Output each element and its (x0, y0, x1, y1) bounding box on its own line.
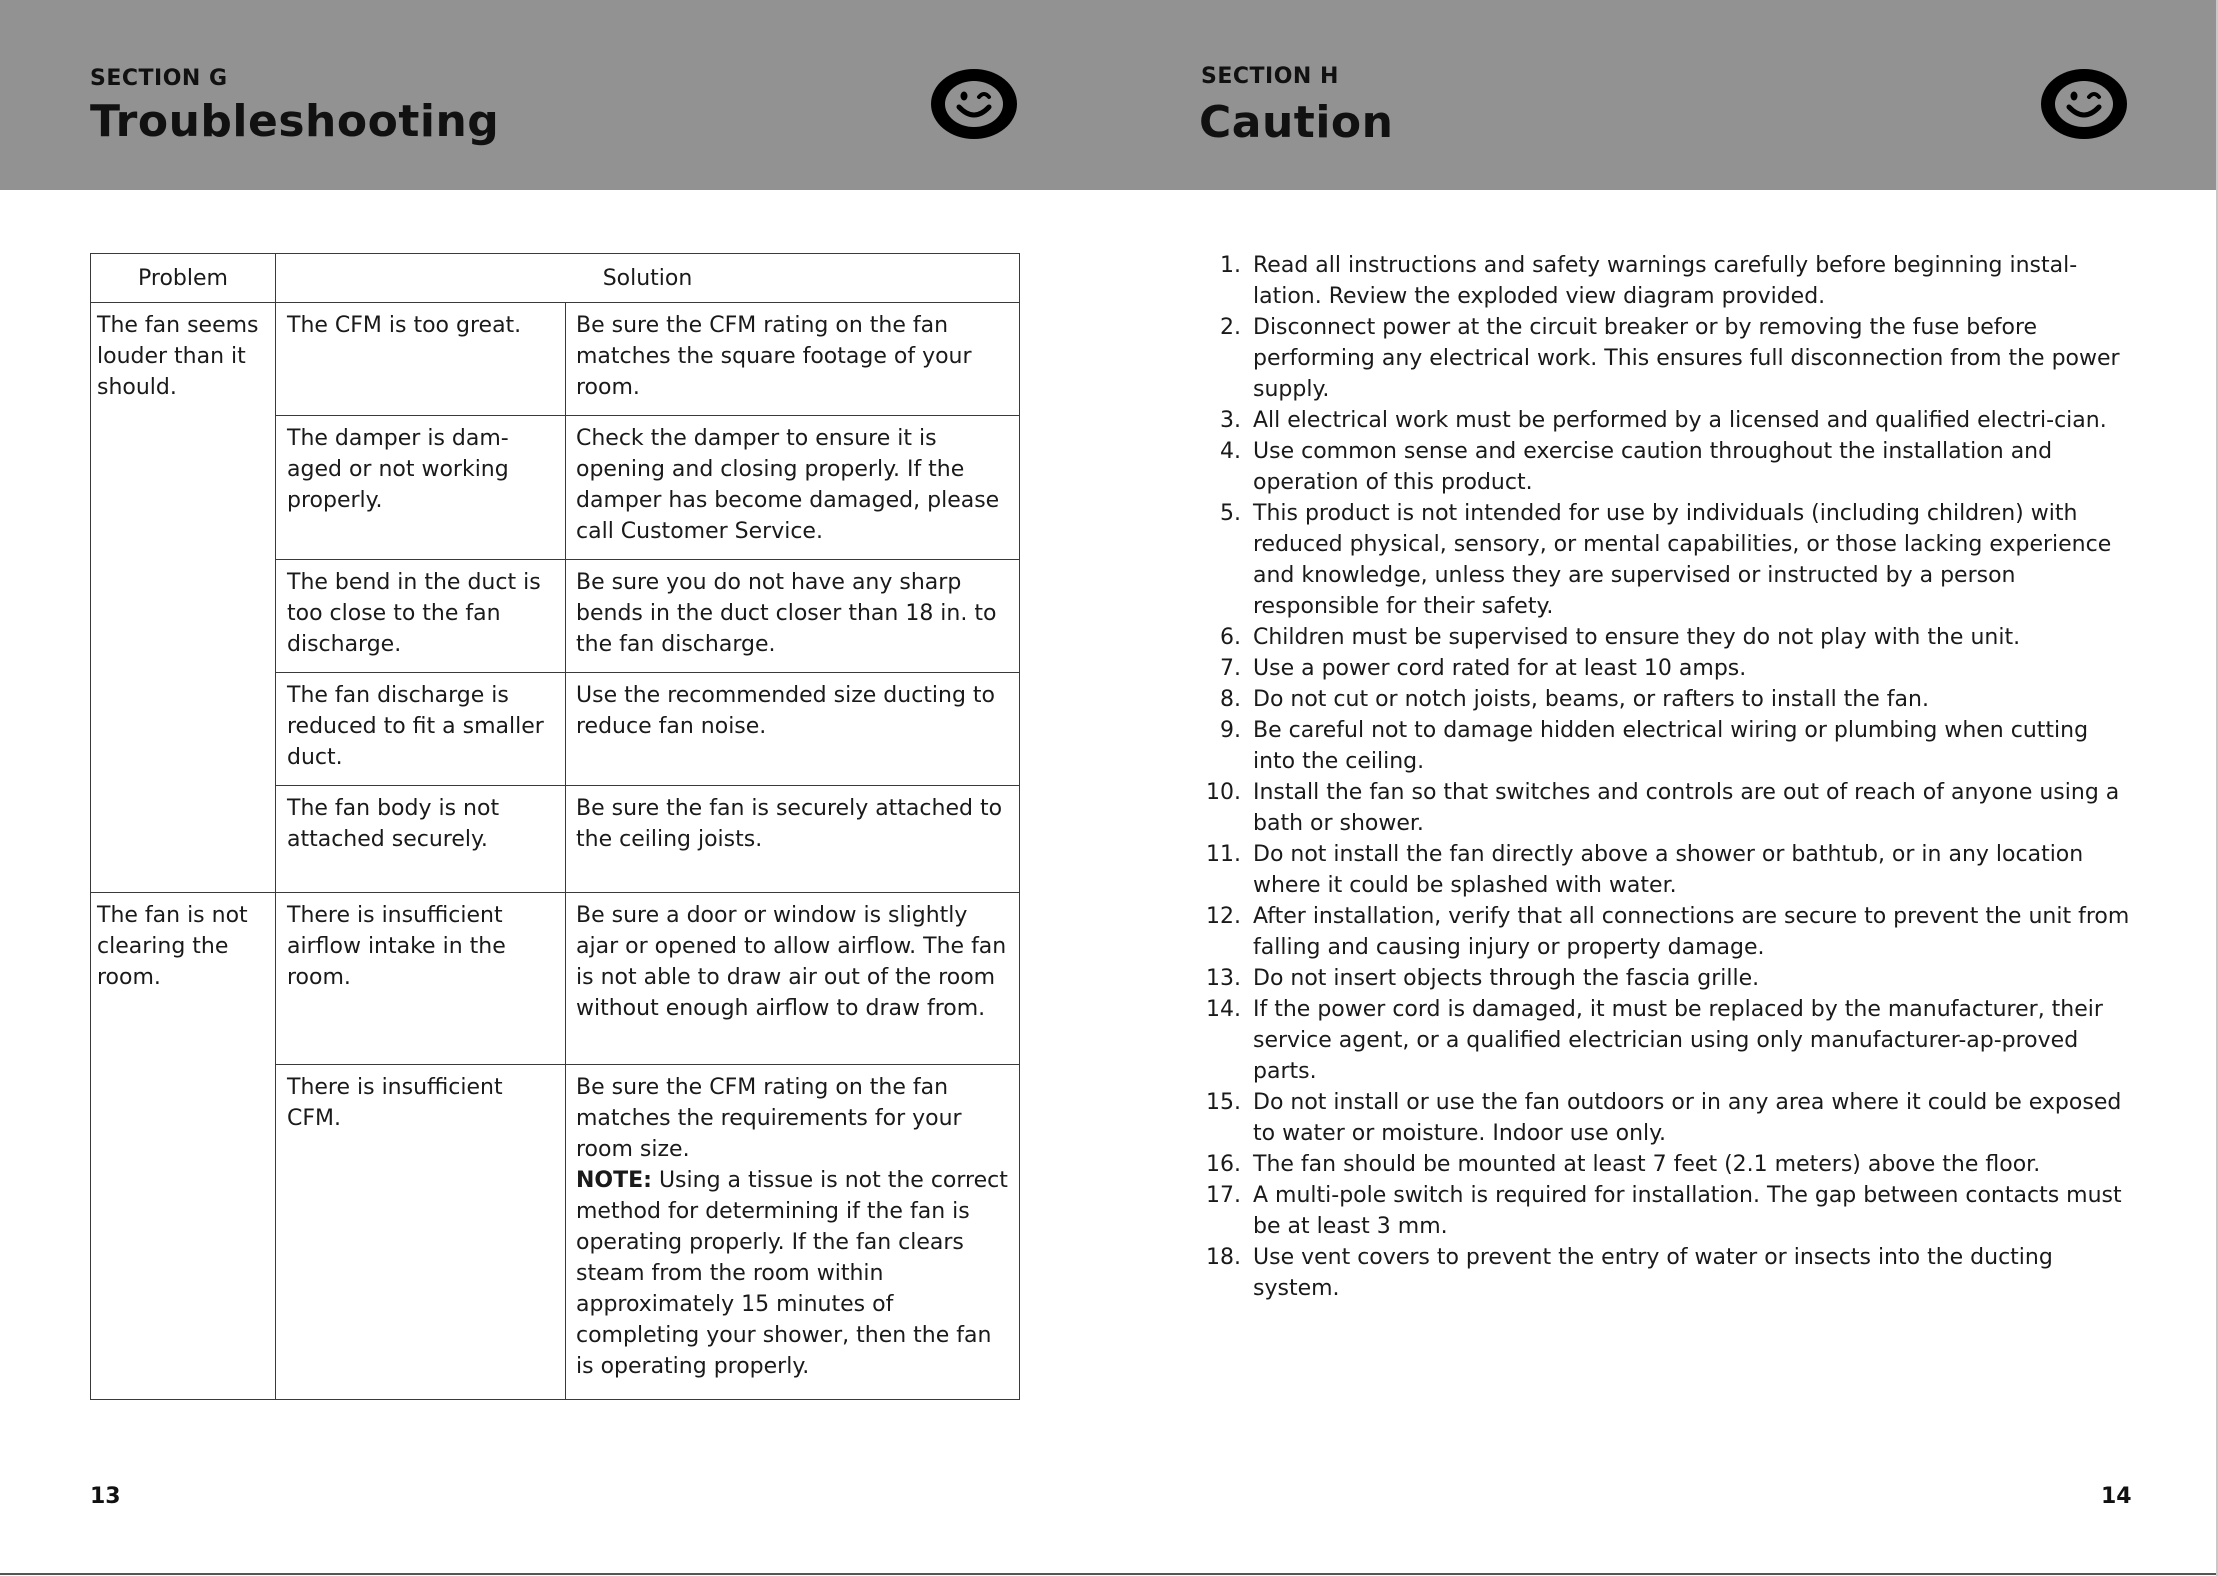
list-item-text: This product is not intended for use by individuals (including children) with reduced physical, sensory, or mental capabilities, or those lacking experience and knowledge, unless they are supervised or instructed by a person responsible for their safety. (1253, 501, 2112, 619)
list-item-number: 15. (1206, 1090, 1241, 1115)
solution-cell: Be sure the fan is securely attached to the ceiling joists. (566, 786, 1020, 893)
list-item-number: 5. (1220, 501, 1241, 526)
page-number-right: 14 (2101, 1484, 2132, 1509)
list-item-text: Use a power cord rated for at least 10 amps. (1253, 656, 1747, 681)
list-item (1195, 901, 2135, 963)
list-item (1195, 405, 2135, 436)
list-item (1195, 963, 2135, 994)
list-item-number: 9. (1220, 718, 1241, 743)
list-item-text: Use common sense and exercise caution throughout the installation and operation of this product. (1253, 439, 2053, 495)
list-item (1195, 653, 2135, 684)
list-item (1195, 622, 2135, 653)
section-title-left: Troubleshooting (90, 96, 500, 147)
list-item (1195, 715, 2135, 777)
bottom-rule (0, 1573, 2218, 1575)
cause-cell: The fan discharge is reduced to fit a smaller duct. (276, 673, 566, 786)
list-item-number: 10. (1206, 780, 1241, 805)
list-item (1195, 436, 2135, 498)
cause-cell: There is insufficient airflow intake in the room. (276, 893, 566, 1065)
solution-cell: Use the recommended size ducting to reduce fan noise. (566, 673, 1020, 786)
list-item-number: 8. (1220, 687, 1241, 712)
header-band (0, 0, 2218, 190)
list-item-text: Do not cut or notch joists, beams, or rafters to install the fan. (1253, 687, 1929, 712)
header-problem: Problem (91, 254, 276, 303)
header-solution: Solution (276, 254, 1020, 303)
section-label-left: SECTION G (90, 66, 228, 91)
list-item-text: Use vent covers to prevent the entry of water or insects into the ducting system. (1253, 1245, 2053, 1301)
smiley-wink-icon (2039, 67, 2129, 141)
list-item-number: 3. (1220, 408, 1241, 433)
list-item-number: 11. (1206, 842, 1241, 867)
list-item-number: 1. (1220, 253, 1241, 278)
list-item-number: 2. (1220, 315, 1241, 340)
list-item (1195, 250, 2135, 312)
table-row (91, 893, 1020, 1065)
list-item-text: Do not insert objects through the fascia grille. (1253, 966, 1760, 991)
note-label: NOTE: (576, 1168, 652, 1193)
list-item (1195, 1180, 2135, 1242)
list-item-number: 7. (1220, 656, 1241, 681)
list-item (1195, 312, 2135, 405)
cause-cell: The fan body is not attached securely. (276, 786, 566, 893)
list-item-number: 14. (1206, 997, 1241, 1022)
page-number-left: 13 (90, 1484, 121, 1509)
list-item (1195, 1149, 2135, 1180)
list-item-text: Do not install the fan directly above a shower or bathtub, or in any location where it could be splashed with water. (1253, 842, 2084, 898)
list-item-number: 18. (1206, 1245, 1241, 1270)
cause-cell: There is insufficient CFM. (276, 1065, 566, 1400)
list-item-text: Children must be supervised to ensure they do not play with the unit. (1253, 625, 2021, 650)
cause-cell: The damper is dam-aged or not working properly. (276, 416, 566, 560)
list-item-number: 4. (1220, 439, 1241, 464)
troubleshooting-table (90, 253, 1020, 1400)
solution-cell: Be sure the CFM rating on the fan matches the square footage of your room. (566, 303, 1020, 416)
list-item-text: Do not install or use the fan outdoors or in any area where it could be exposed to water or moisture. Indoor use only. (1253, 1090, 2122, 1146)
caution-list (1195, 250, 2135, 1304)
cause-cell: The bend in the duct is too close to the fan discharge. (276, 560, 566, 673)
note-text: Using a tissue is not the correct method for determining if the fan is operating properly. If the fan clears steam from the room within approximately 15 minutes of completing your shower, then the fan is operating properly. (576, 1168, 1008, 1379)
list-item-text: The fan should be mounted at least 7 feet (2.1 meters) above the floor. (1253, 1152, 2041, 1177)
list-item-text: Install the fan so that switches and controls are out of reach of anyone using a bath or shower. (1253, 780, 2120, 836)
section-label-right: SECTION H (1201, 64, 1339, 89)
solution-cell: Be sure a door or window is slightly ajar or opened to allow airflow. The fan is not able to draw air out of the room without enough airflow to draw from. (566, 893, 1020, 1065)
list-item-text: Read all instructions and safety warnings carefully before beginning instal-lation. Review the exploded view diagram provided. (1253, 253, 2078, 309)
problem-cell: The fan is not clearing the room. (91, 893, 276, 1400)
problem-cell: The fan seems louder than it should. (91, 303, 276, 893)
list-item-text: If the power cord is damaged, it must be replaced by the manufacturer, their service agent, or a qualified electrician using only manufacturer-ap-proved parts. (1253, 997, 2103, 1084)
cause-cell: The CFM is too great. (276, 303, 566, 416)
list-item-text: After installation, verify that all connections are secure to prevent the unit from falling and causing injury or property damage. (1253, 904, 2130, 960)
solution-cell (566, 1065, 1020, 1400)
section-title-right: Caution (1199, 97, 1394, 148)
list-item (1195, 684, 2135, 715)
smiley-wink-icon (929, 67, 1019, 141)
solution-text: Be sure the CFM rating on the fan matches the requirements for your room size. (576, 1075, 962, 1162)
list-item (1195, 994, 2135, 1087)
list-item (1195, 839, 2135, 901)
list-item-text: All electrical work must be performed by a licensed and qualified electri-cian. (1253, 408, 2107, 433)
solution-cell: Check the damper to ensure it is opening and closing properly. If the damper has become damaged, please call Customer Service. (566, 416, 1020, 560)
list-item-text: A multi-pole switch is required for installation. The gap between contacts must be at least 3 mm. (1253, 1183, 2122, 1239)
list-item-number: 17. (1206, 1183, 1241, 1208)
table-row (91, 303, 1020, 416)
list-item (1195, 1242, 2135, 1304)
list-item-number: 13. (1206, 966, 1241, 991)
list-item-number: 12. (1206, 904, 1241, 929)
solution-cell: Be sure you do not have any sharp bends in the duct closer than 18 in. to the fan discharge. (566, 560, 1020, 673)
list-item (1195, 498, 2135, 622)
list-item-number: 16. (1206, 1152, 1241, 1177)
list-item (1195, 1087, 2135, 1149)
list-item-text: Be careful not to damage hidden electrical wiring or plumbing when cutting into the ceiling. (1253, 718, 2089, 774)
table-header-row (91, 254, 1020, 303)
list-item-text: Disconnect power at the circuit breaker or by removing the fuse before performing any electrical work. This ensures full disconnection from the power supply. (1253, 315, 2120, 402)
list-item (1195, 777, 2135, 839)
list-item-number: 6. (1220, 625, 1241, 650)
